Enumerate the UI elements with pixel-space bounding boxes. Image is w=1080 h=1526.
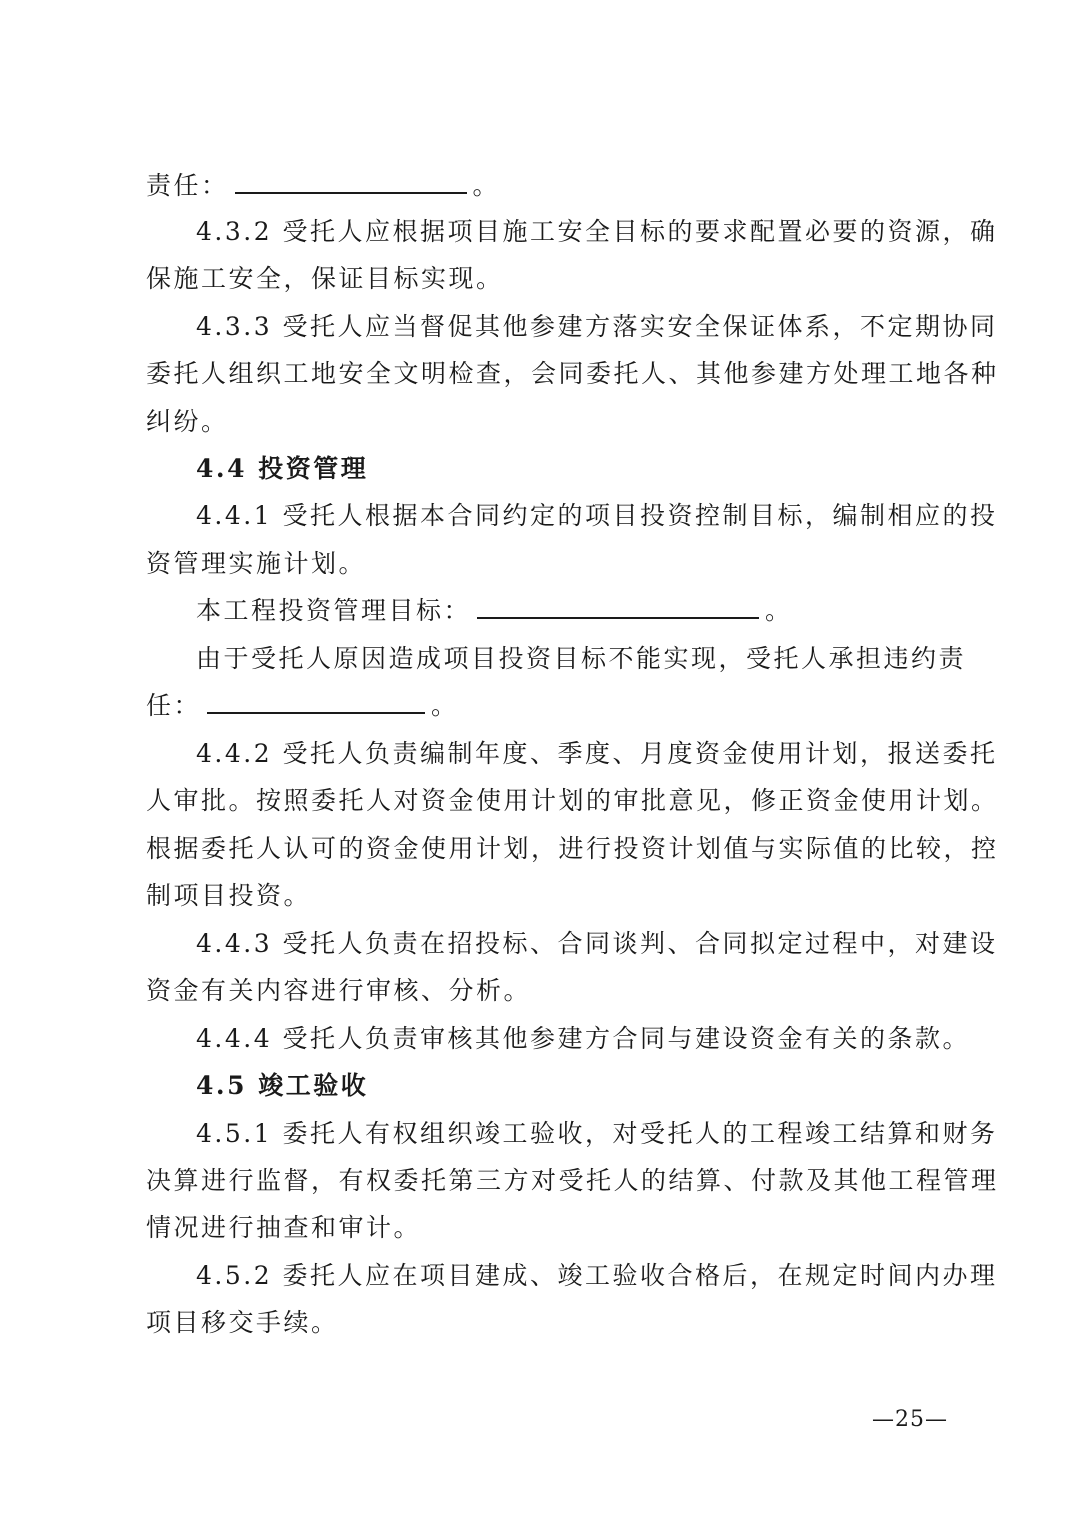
line-end: 。	[431, 691, 459, 720]
line-text: 责任：	[146, 171, 229, 200]
clause-4-4-1: 4.4.1 受托人根据本合同约定的项目投资控制目标，编制相应的投	[196, 501, 998, 530]
clause-4-3-3-cont-2: 纠纷。	[146, 407, 229, 436]
line-responsibility-2	[146, 688, 946, 724]
line-end: 。	[472, 171, 501, 200]
clause-4-5-2: 4.5.2 委托人应在项目建成、竣工验收合格后，在规定时间内办理	[196, 1261, 998, 1290]
fill-in-blank	[207, 690, 425, 714]
clause-4-5-1-cont-1: 决算进行监督，有权委托第三方对受托人的结算、付款及其他工程管理	[146, 1166, 999, 1195]
clause-4-4-3: 4.4.3 受托人负责在招投标、合同谈判、合同拟定过程中，对建设	[196, 929, 998, 958]
investment-target-line	[196, 593, 996, 629]
fill-in-blank	[235, 170, 467, 194]
clause-4-4-1-cont: 资管理实施计划。	[146, 549, 367, 578]
heading-4-5: 4.5 竣工验收	[196, 1071, 369, 1100]
breach-line: 由于受托人原因造成项目投资目标不能实现，受托人承担违约责	[196, 644, 967, 673]
clause-4-3-2-cont: 保施工安全，保证目标实现。	[146, 264, 504, 293]
line-text: 本工程投资管理目标：	[196, 596, 472, 625]
line-responsibility-1	[146, 168, 946, 204]
clause-4-3-3: 4.3.3 受托人应当督促其他参建方落实安全保证体系，不定期协同	[196, 312, 998, 341]
clause-4-3-2: 4.3.2 受托人应根据项目施工安全目标的要求配置必要的资源，确	[196, 217, 998, 246]
clause-4-4-4: 4.4.4 受托人负责审核其他参建方合同与建设资金有关的条款。	[196, 1024, 971, 1053]
fill-in-blank	[477, 595, 759, 619]
clause-4-4-2-cont-3: 制项目投资。	[146, 881, 312, 910]
clause-4-4-3-cont: 资金有关内容进行审核、分析。	[146, 976, 532, 1005]
clause-4-5-1: 4.5.1 委托人有权组织竣工验收，对受托人的工程竣工结算和财务	[196, 1119, 998, 1148]
clause-4-4-2: 4.4.2 受托人负责编制年度、季度、月度资金使用计划，报送委托	[196, 739, 998, 768]
clause-4-3-3-cont-1: 委托人组织工地安全文明检查，会同委托人、其他参建方处理工地各种	[146, 359, 999, 388]
clause-4-4-2-cont-2: 根据委托人认可的资金使用计划，进行投资计划值与实际值的比较，控	[146, 834, 999, 863]
page-number: —25—	[872, 1407, 948, 1432]
clause-4-4-2-cont-1: 人审批。按照委托人对资金使用计划的审批意见，修正资金使用计划。	[146, 786, 999, 815]
line-text: 任：	[146, 691, 202, 720]
line-end: 。	[765, 596, 793, 625]
clause-4-5-1-cont-2: 情况进行抽查和审计。	[146, 1213, 422, 1242]
heading-4-4: 4.4 投资管理	[196, 454, 369, 483]
clause-4-5-2-cont: 项目移交手续。	[146, 1308, 339, 1337]
